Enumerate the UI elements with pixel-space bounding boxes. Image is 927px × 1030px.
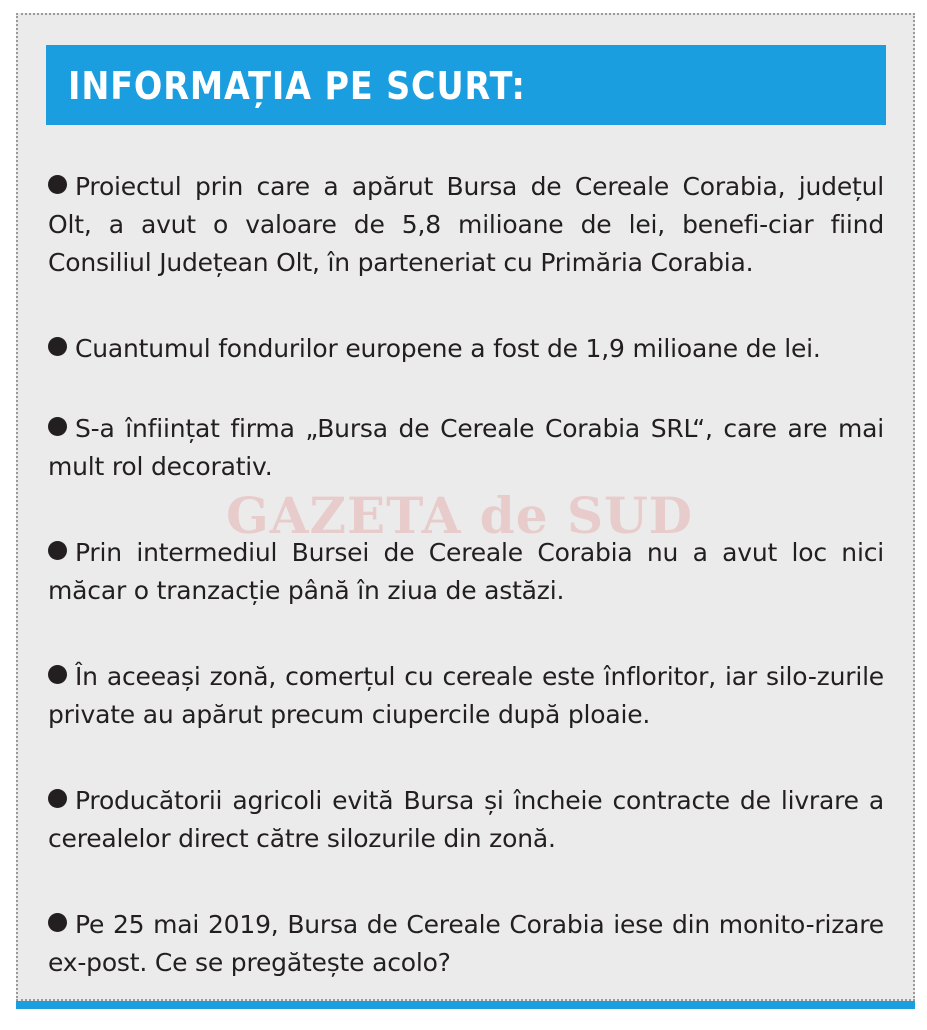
bullet-icon bbox=[48, 337, 67, 356]
header-bar bbox=[46, 45, 886, 125]
bullet-text: În aceeași zonă, comerțul cu cereale este înfloritor, iar silo-zurile private au apărut precum ciupercile după ploaie. bbox=[48, 662, 884, 729]
bullet-icon bbox=[48, 665, 67, 684]
page-title: INFORMAȚIA PE SCURT: bbox=[68, 64, 526, 108]
bullet-item bbox=[48, 534, 884, 610]
bullet-text: Pe 25 mai 2019, Bursa de Cereale Corabia iese din monito-rizare ex-post. Ce se pregătește acolo? bbox=[48, 910, 884, 977]
bullet-item bbox=[48, 330, 884, 368]
bottom-accent-bar bbox=[16, 1001, 915, 1009]
bullet-item bbox=[48, 906, 884, 982]
bullet-icon bbox=[48, 417, 67, 436]
bullet-item bbox=[48, 782, 884, 858]
bullet-text: Prin intermediul Bursei de Cereale Corabia nu a avut loc nici măcar o tranzacție până în ziua de astăzi. bbox=[48, 538, 884, 605]
bullet-item bbox=[48, 168, 884, 282]
bullet-text: Proiectul prin care a apărut Bursa de Cereale Corabia, județul Olt, a avut o valoare de 5,8 milioane de lei, benefi-ciar fiind Consiliul Județean Olt, în parteneriat cu Primăria Corabia. bbox=[48, 172, 884, 277]
bullet-icon bbox=[48, 789, 67, 808]
bullet-icon bbox=[48, 913, 67, 932]
bullet-text: S-a înființat firma „Bursa de Cereale Corabia SRL“, care are mai mult rol decorativ. bbox=[48, 414, 884, 481]
bullet-item bbox=[48, 410, 884, 486]
bullet-item bbox=[48, 658, 884, 734]
bullet-text: Cuantumul fondurilor europene a fost de 1,9 milioane de lei. bbox=[75, 334, 821, 363]
bullet-list bbox=[48, 168, 884, 1030]
bullet-icon bbox=[48, 175, 67, 194]
bullet-icon bbox=[48, 541, 67, 560]
bullet-text: Producătorii agricoli evită Bursa și încheie contracte de livrare a cerealelor direct către silozurile din zonă. bbox=[48, 786, 884, 853]
